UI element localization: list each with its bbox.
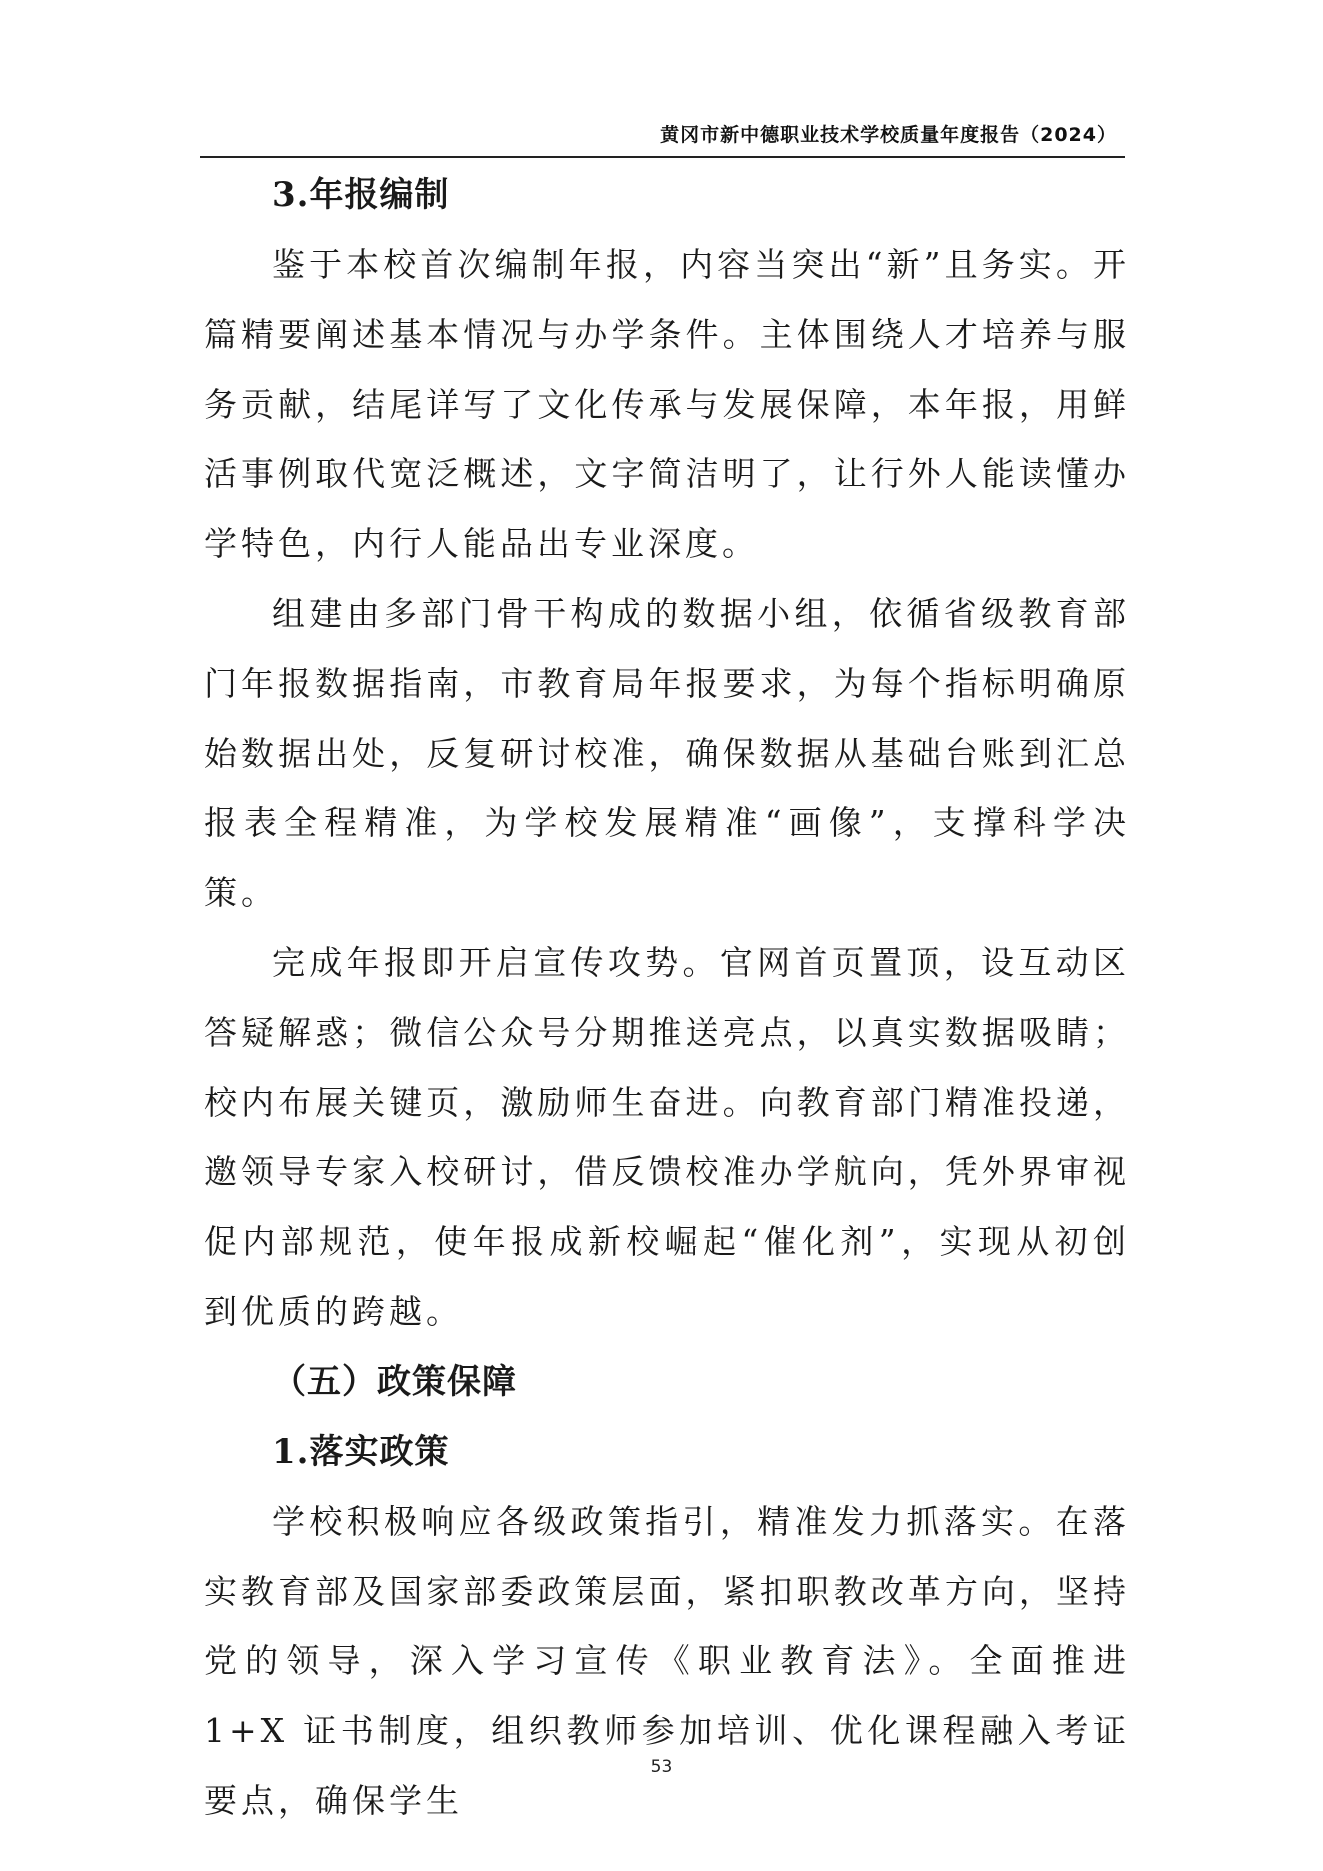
page-header [200, 116, 1125, 158]
paragraph: 鉴于本校首次编制年报，内容当突出“新”且务实。开篇精要阐述基本情况与办学条件。主体围绕人才培养与服务贡献，结尾详写了文化传承与发展保障，本年报，用鲜活事例取代宽泛概述，文字简洁明了，让行外人能读懂办学特色，内行人能品出专业深度。 [204, 245, 1130, 564]
section-heading-report-compilation: 3.年报编制 [272, 175, 450, 215]
section-heading-policy-guarantee: （五）政策保障 [272, 1361, 517, 1402]
section-heading-implement-policy: 1.落实政策 [272, 1431, 450, 1472]
page-number: 53 [650, 1757, 673, 1777]
paragraph: 完成年报即开启宣传攻势。官网首页置顶，设互动区答疑解惑；微信公众号分期推送亮点，以真实数据吸睛；校内布展关键页，激励师生奋进。向教育部门精准投递，邀领导专家入校研讨，借反馈校准办学航向，凭外界审视促内部规范，使年报成新校崛起“催化剂”，实现从初创到优质的跨越。 [204, 942, 1130, 1331]
paragraph: 学校积极响应各级政策指引，精准发力抓落实。在落实教育部及国家部委政策层面，紧扣职教改革方向，坚持党的领导，深入学习宣传《职业教育法》。全面推进 1+X 证书制度，组织教师参加培训、优化课程融入考证要点，确保学生 [204, 1501, 1130, 1820]
report-title: 黄冈市新中德职业技术学校质量年度报告（2024） [660, 124, 1117, 146]
paragraph: 组建由多部门骨干构成的数据小组，依循省级教育部门年报数据指南，市教育局年报要求，为每个指标明确原始数据出处，反复研讨校准，确保数据从基础台账到汇总报表全程精准，为学校发展精准“画像”，支撑科学决策。 [204, 593, 1130, 913]
document-body [204, 160, 1130, 1836]
